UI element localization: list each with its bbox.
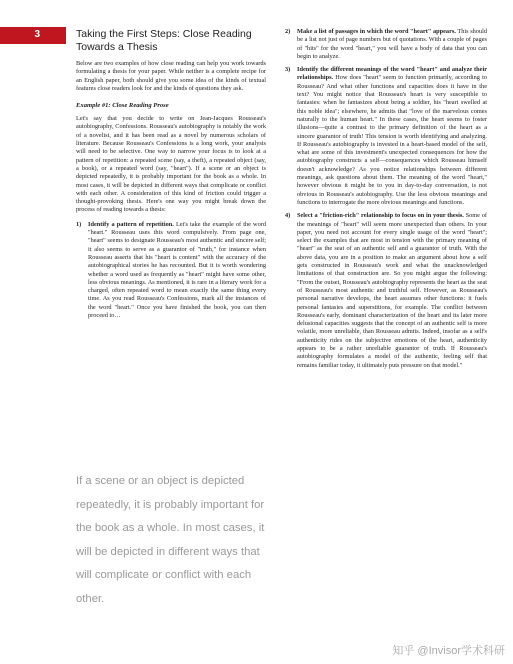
- step-number: 4): [285, 212, 291, 220]
- intro-paragraph: Below are two examples of how close reading can help you work towards formulating a thesis for your paper. While neither is a complete recipe for an English paper, both should give you some idea of the kinds of textual features close readers look for and the kinds of questions they ask.: [76, 60, 266, 92]
- step-text: Some of the meanings of "heart" will seem more unexpected than others. In your paper, you need not account for every single usage of the word "heart"; select the examples that are most in tension with the primary meaning of "heart" as the seat of an authentic self and a guarantor of truth. With the above data, you are in a position to make an argument about how a self gets constructed in Rousseau's work and what the unacknowledged limitations of that construction are. So you might argue the following: "From the outset, Rousseau's autobiography represents the heart as the seat of Rousseau's most authentic and truthful self. However, as Rousseau's personal narrative develops, the heart assumes other functions: it fuels personal fantasies and superstitions, for example. The conflict between Rousseau's early, dominant characterization of the heart and its later more delusional capacities suggests that the concept of an authentic self is more volatile, more unreliable, than Rousseau admits. Indeed, insofar as a self's authenticity rides on the subjective emotions of the heart, authenticity appears to be a rather unreliable guarantor of truth. If Rousseau's autobiography formulates a model of the authentic, feeling self that remains familiar today, it ultimately puts pressure on that model.": [297, 212, 487, 369]
- step-2: [285, 28, 487, 61]
- step-4: [285, 212, 487, 370]
- step-number: 2): [285, 28, 291, 35]
- left-column: [76, 28, 266, 325]
- step-title: Identify a pattern of repetition.: [88, 220, 174, 228]
- pull-quote: If a scene or an object is depicted repeatedly, it is probably important for the book as a whole. In most cases, it will be depicted in different ways that will complicate or conflict with each other.: [76, 475, 265, 605]
- watermark: 知乎 @Invisor学术科研: [392, 645, 505, 657]
- step-number: 1): [76, 220, 82, 228]
- section-heading: Taking the First Steps: Close Reading Towards a Thesis: [76, 28, 252, 53]
- step-title: Make a list of passages in which the word "heart" appears.: [297, 28, 456, 35]
- step-number: 3): [285, 66, 291, 74]
- step-3: [285, 66, 487, 207]
- example-title: Example #1: Close Reading Prose: [76, 102, 169, 110]
- page-number: 3: [34, 29, 40, 40]
- right-column: [285, 28, 487, 375]
- step-1: [76, 221, 266, 321]
- body-paragraph: Let's say that you decide to write on Jean-Jacques Rousseau's autobiography, Confessions. Rousseau's autobiography is notably the work of a novelist, and it has been read as a novel by numerous scholars of literature. Because Rousseau's Confessions is a long work, your analysis will need to be selective. One way to narrow your focus is to look at a pattern of repetition: a repeated scene (say, a theft), a repeated object (say, a book), or a repeated word (say, "heart"). If a scene or an object is depicted repeatedly, it is probably important for the book as a whole. In most cases, it will be depicted in different ways that complicate or conflict with each other. A consideration of this kind of friction could trigger a thought-provoking thesis. Here's one way you might break down the process of reading towards a thesis:: [76, 115, 266, 214]
- step-text: Let's take the example of the word "heart." Rousseau uses this word compulsively. From page one, "heart" seems to designate Rousseau's most authentic and sincere self; it also seems to serve as a guarantor of "truth," for instance when Rousseau asserts that his "heart is content" with the accuracy of the autobiographical stories he has recounted. But it is worth wondering whether a word used as frequently as "heart" might have some other, less obvious meanings. As mentioned, it is rare in a literary work for a charged, often repeated word to mean exactly the same thing every time. As you read Rousseau's Confessions, mark all the instances of the word "heart." Once you have finished the book, you can then proceed to…: [88, 220, 266, 320]
- step-title: Identify the different meanings of the word "heart" and analyze their relationships.: [297, 66, 487, 82]
- step-text: This should be a list not just of page numbers but of quotations. With a couple of pages of "hits" for the word "heart," you will have a body of data that you can begin to analyze.: [297, 28, 487, 60]
- step-text: How does "heart" seem to function primarily, according to Rousseau? And what other functions and capacities does it have in the text? You might notice that Rousseau's heart is very susceptible to fantasies: when he fantasizes about being a soldier, his "heart swelled at this noble idea"; elsewhere, he admits that "love of the marvelous comes naturally to the human heart." In these cases, the heart seems to foster illusions—quite a contrast to the primary definition of the heart as a sincere guarantor of truth! This tension is worth identifying and analyzing. If Rousseau's autobiography is invested in a heart-based model of the self, what are some of this investment's unexpected consequences for how the autobiography constructs a self—consequences which Rousseau himself doesn't acknowledge? As you notice relationships between different meanings, ask questions about them. The meaning of the word "heart," however obvious it might be to you in day-to-day conversation, is not obvious in Rousseau's autobiography. Use the less obvious meanings and functions to interrogate the more obvious meanings and functions.: [297, 74, 487, 206]
- page-number-tab: [0, 27, 66, 44]
- step-title: Select a "friction-rich" relationship to focus on in your thesis.: [297, 212, 464, 220]
